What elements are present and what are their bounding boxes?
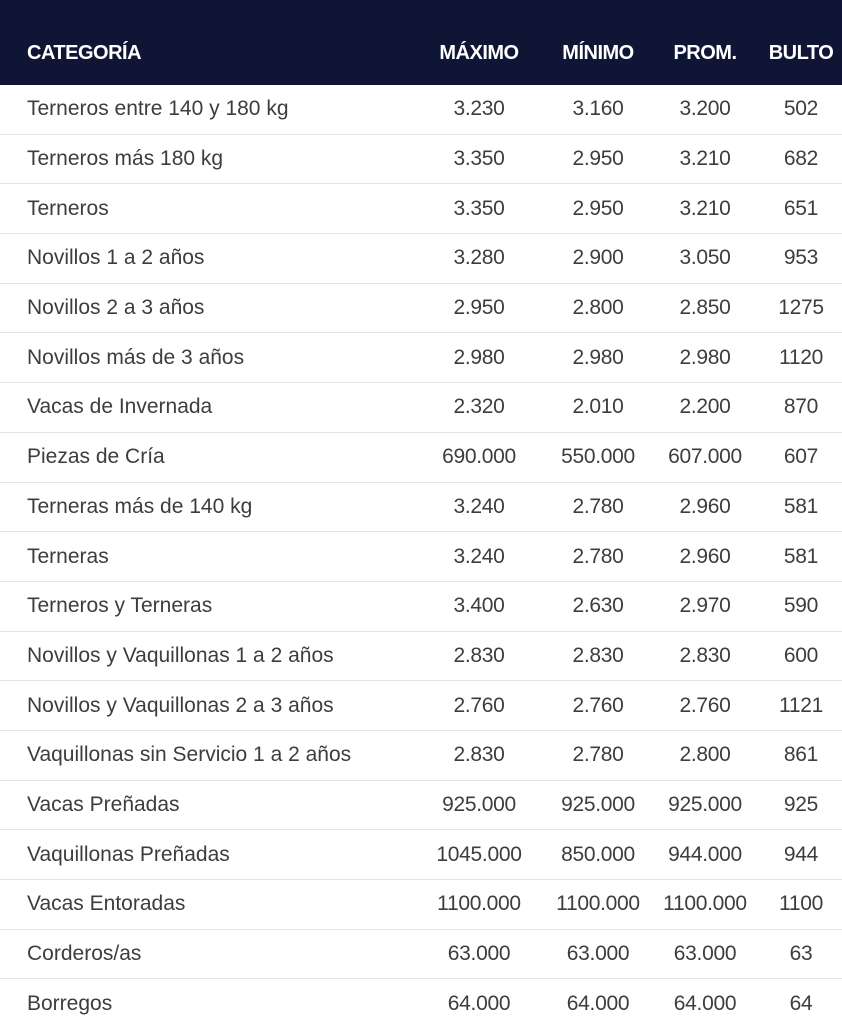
table-row [0, 532, 842, 582]
cell-categoria: Novillos y Vaquillonas 1 a 2 años [27, 643, 334, 667]
cell-categoria: Novillos más de 3 años [27, 345, 245, 369]
table-row [0, 383, 842, 433]
table-row [0, 433, 842, 483]
cell-prom: 2.960 [679, 494, 731, 518]
cell-maximo: 1045.000 [436, 842, 522, 866]
table-row [0, 930, 842, 980]
cell-prom: 64.000 [673, 991, 737, 1015]
cell-maximo: 63.000 [447, 942, 511, 966]
cell-categoria: Vaquillonas sin Servicio 1 a 2 años [27, 743, 352, 767]
cell-minimo: 2.760 [572, 693, 624, 717]
cell-bulto: 682 [783, 147, 819, 171]
cell-minimo: 63.000 [566, 942, 630, 966]
cell-categoria: Terneros entre 140 y 180 kg [27, 97, 289, 121]
cell-categoria: Terneras más de 140 kg [27, 494, 253, 518]
cell-minimo: 64.000 [566, 991, 630, 1015]
cell-prom: 944.000 [668, 842, 742, 866]
cell-prom: 2.760 [679, 693, 731, 717]
cell-minimo: 2.780 [572, 544, 624, 568]
table-row [0, 681, 842, 731]
table-body [0, 85, 842, 1024]
cell-prom: 607.000 [668, 445, 742, 469]
cell-bulto: 1275 [778, 296, 824, 320]
cell-prom: 2.830 [679, 643, 731, 667]
cell-maximo: 3.240 [453, 494, 505, 518]
cell-prom: 2.980 [679, 345, 731, 369]
cell-maximo: 1100.000 [437, 892, 521, 916]
cell-categoria: Borregos [27, 991, 113, 1015]
cell-bulto: 925 [783, 792, 819, 816]
table-row [0, 85, 842, 135]
cell-prom: 2.970 [679, 594, 731, 618]
cell-categoria: Terneros más 180 kg [27, 147, 224, 171]
table-row [0, 781, 842, 831]
cell-bulto: 651 [783, 196, 819, 220]
cell-prom: 63.000 [673, 942, 737, 966]
cell-minimo: 2.010 [572, 395, 624, 419]
cell-bulto: 590 [783, 594, 819, 618]
cell-prom: 3.050 [679, 246, 731, 270]
cell-prom: 2.960 [679, 544, 731, 568]
cell-bulto: 502 [783, 97, 819, 121]
cell-minimo: 2.630 [572, 594, 624, 618]
cell-maximo: 3.280 [453, 246, 505, 270]
table-row [0, 483, 842, 533]
table-row [0, 731, 842, 781]
cell-categoria: Vaquillonas Preñadas [27, 842, 230, 866]
cell-bulto: 64 [789, 991, 813, 1015]
cell-maximo: 2.320 [453, 395, 505, 419]
table-row [0, 333, 842, 383]
cell-maximo: 2.830 [453, 643, 505, 667]
table-row [0, 880, 842, 930]
header-prom: PROM. [673, 42, 737, 64]
cell-categoria: Corderos/as [27, 942, 142, 966]
cell-bulto: 581 [783, 544, 819, 568]
cell-minimo: 3.160 [572, 97, 624, 121]
cell-minimo: 2.780 [572, 743, 624, 767]
table-row [0, 582, 842, 632]
cell-minimo: 850.000 [561, 842, 635, 866]
cell-bulto: 953 [783, 246, 819, 270]
cell-minimo: 1100.000 [556, 892, 640, 916]
cell-categoria: Terneros [27, 196, 109, 220]
cell-categoria: Piezas de Cría [27, 445, 165, 469]
cell-categoria: Novillos 2 a 3 años [27, 296, 205, 320]
cell-bulto: 1121 [779, 693, 823, 717]
cell-categoria: Novillos y Vaquillonas 2 a 3 años [27, 693, 334, 717]
cell-prom: 3.210 [679, 196, 731, 220]
cell-minimo: 2.800 [572, 296, 624, 320]
cell-categoria: Vacas Entoradas [27, 892, 186, 916]
cell-maximo: 3.350 [453, 147, 505, 171]
cell-prom: 3.200 [679, 97, 731, 121]
cell-bulto: 870 [783, 395, 819, 419]
cell-bulto: 861 [783, 743, 819, 767]
table-row [0, 234, 842, 284]
cell-maximo: 925.000 [442, 792, 516, 816]
table-row [0, 979, 842, 1024]
table-row [0, 135, 842, 185]
cell-bulto: 1120 [779, 345, 823, 369]
cell-prom: 2.850 [679, 296, 731, 320]
table-row [0, 284, 842, 334]
cell-prom: 3.210 [679, 147, 731, 171]
cell-maximo: 2.950 [453, 296, 505, 320]
cell-maximo: 64.000 [447, 991, 511, 1015]
cell-maximo: 3.400 [453, 594, 505, 618]
cell-bulto: 944 [783, 842, 819, 866]
cell-prom: 1100.000 [663, 892, 747, 916]
cell-categoria: Vacas Preñadas [27, 792, 180, 816]
cell-maximo: 3.230 [453, 97, 505, 121]
cell-minimo: 2.950 [572, 196, 624, 220]
cell-minimo: 2.980 [572, 345, 624, 369]
table-header [0, 0, 842, 85]
table-row [0, 830, 842, 880]
cell-minimo: 2.780 [572, 494, 624, 518]
cell-bulto: 63 [789, 942, 813, 966]
header-categoria: CATEGORÍA [27, 42, 142, 64]
header-minimo: MÍNIMO [562, 42, 634, 64]
cell-prom: 2.800 [679, 743, 731, 767]
cell-categoria: Novillos 1 a 2 años [27, 246, 205, 270]
cell-maximo: 690.000 [442, 445, 516, 469]
header-maximo: MÁXIMO [439, 42, 519, 64]
cell-maximo: 2.760 [453, 693, 505, 717]
cell-minimo: 2.950 [572, 147, 624, 171]
cell-minimo: 2.900 [572, 246, 624, 270]
cell-maximo: 3.240 [453, 544, 505, 568]
cell-bulto: 600 [783, 643, 819, 667]
cell-minimo: 550.000 [561, 445, 635, 469]
cell-maximo: 2.980 [453, 345, 505, 369]
cell-bulto: 581 [783, 494, 819, 518]
cell-prom: 2.200 [679, 395, 731, 419]
cell-maximo: 3.350 [453, 196, 505, 220]
header-bulto: BULTO [768, 42, 834, 64]
cell-minimo: 925.000 [561, 792, 635, 816]
table-row [0, 632, 842, 682]
cell-minimo: 2.830 [572, 643, 624, 667]
cell-bulto: 1100 [779, 892, 823, 916]
cell-categoria: Vacas de Invernada [27, 395, 213, 419]
cell-categoria: Terneras [27, 544, 109, 568]
cell-categoria: Terneros y Terneras [27, 594, 213, 618]
cell-prom: 925.000 [668, 792, 742, 816]
cell-bulto: 607 [783, 445, 819, 469]
cell-maximo: 2.830 [453, 743, 505, 767]
table-row [0, 184, 842, 234]
